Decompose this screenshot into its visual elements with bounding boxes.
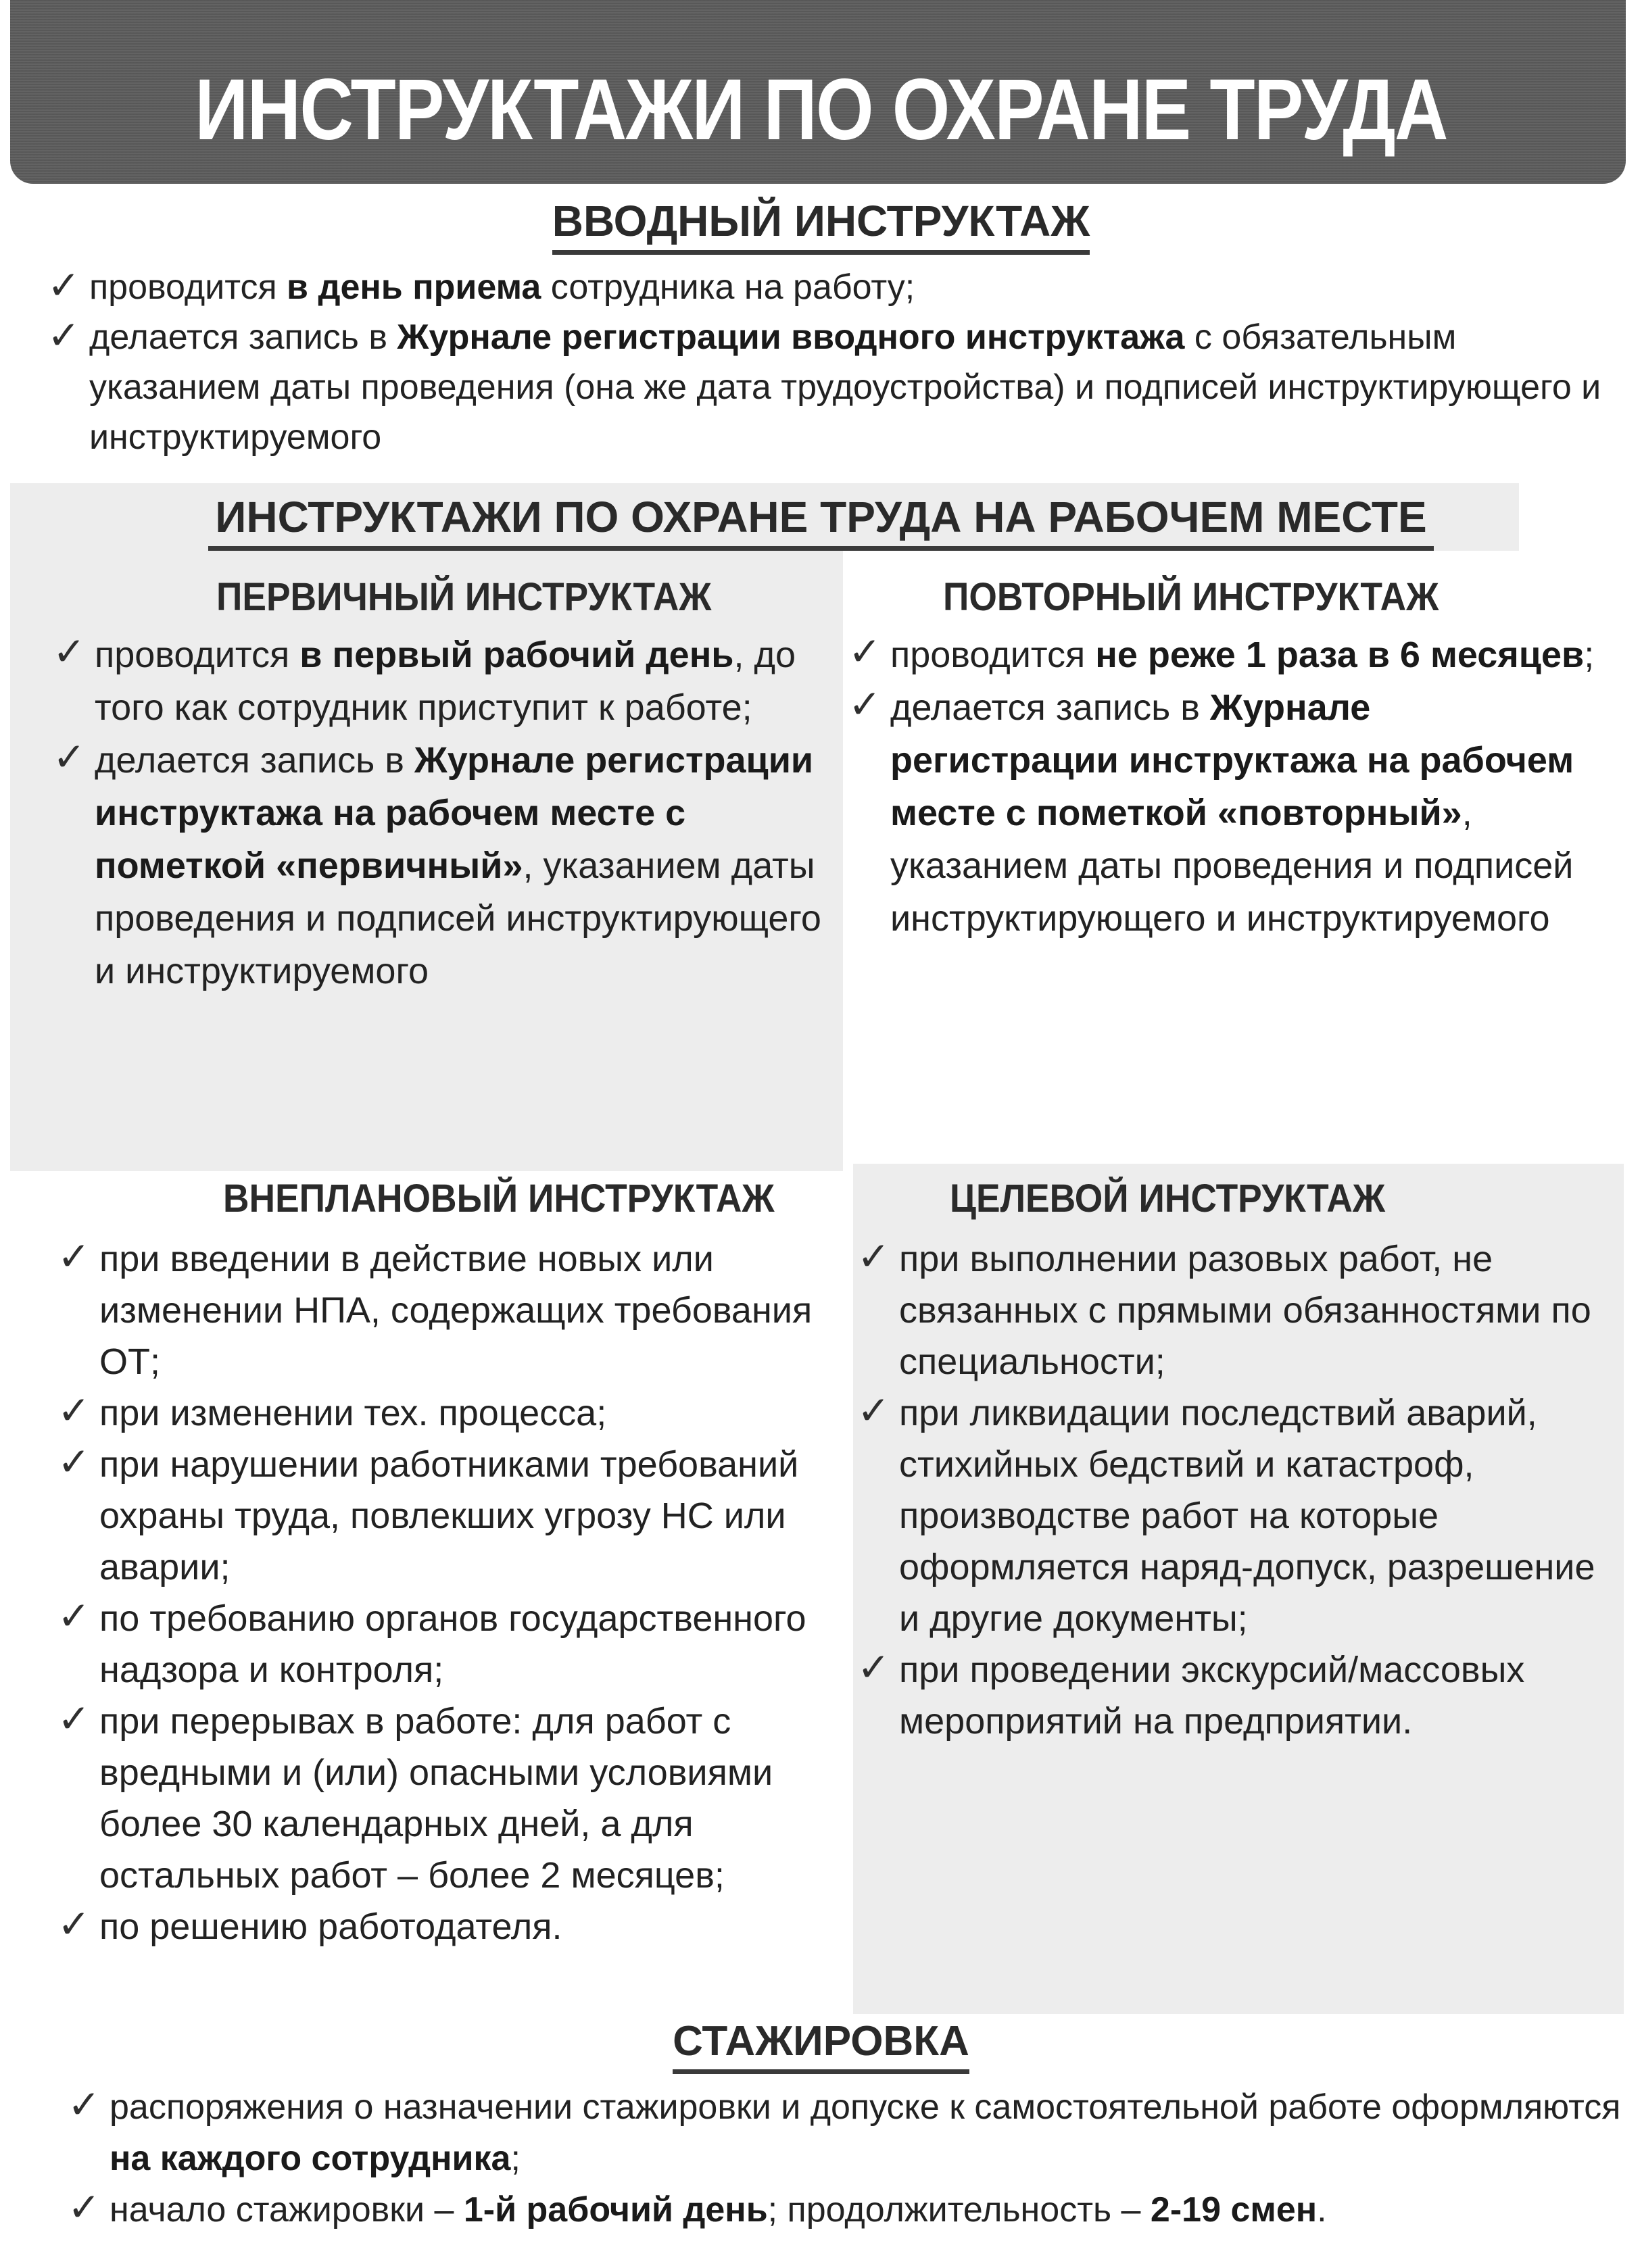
page-title: ИНСТРУКТАЖИ ПО ОХРАНЕ ТРУДА (195, 61, 1447, 158)
list-item-text (99, 1233, 845, 1387)
list-item-text (890, 628, 1599, 681)
plain-text: , указанием даты проведения и подписей инструктирующего и инструктируемого (95, 845, 821, 991)
internship-title (0, 2017, 1642, 2074)
plain-text: . (1317, 2190, 1327, 2229)
check-icon: ✓ (57, 1901, 91, 1947)
emphasis-text: не реже 1 раза в 6 месяцев (1095, 635, 1585, 675)
list-item-text (899, 1233, 1618, 1387)
check-icon: ✓ (57, 1593, 91, 1639)
check-icon: ✓ (53, 734, 86, 780)
plain-text: при нарушении работниками требований охраны труда, повлекших угрозу НС или аварии; (99, 1444, 799, 1587)
emphasis-text: Журнале регистрации инструктажа на рабочем месте с пометкой «первичный» (95, 740, 814, 886)
check-icon: ✓ (857, 1233, 890, 1279)
check-icon: ✓ (848, 681, 882, 727)
check-icon: ✓ (57, 1439, 91, 1485)
workplace-title-text: ИНСТРУКТАЖИ ПО ОХРАНЕ ТРУДА НА РАБОЧЕМ МЕСТЕ (208, 492, 1433, 551)
plain-text: с обязательным указанием даты проведения (она же дата трудоустройства) и подписей инструктирующего и инструктируемого (89, 318, 1601, 457)
intro-title-text: ВВОДНЫЙ ИНСТРУКТАЖ (552, 196, 1090, 255)
internship-title-text: СТАЖИРОВКА (673, 2017, 969, 2074)
intro-list (47, 262, 1602, 462)
plain-text: делается запись в (95, 740, 414, 781)
check-icon: ✓ (848, 628, 882, 674)
check-icon: ✓ (57, 1387, 91, 1433)
list-item-text (89, 262, 1602, 312)
plain-text: по требованию органов государственного надзора и контроля; (99, 1598, 806, 1690)
emphasis-text: в первый рабочий день (299, 635, 734, 675)
list-item (857, 1387, 1618, 1644)
plain-text: ; (510, 2139, 521, 2178)
plain-text: проводится (89, 268, 287, 307)
list-item (857, 1233, 1618, 1387)
plain-text: при изменении тех. процесса; (99, 1393, 607, 1433)
plain-text: делается запись в (890, 687, 1210, 728)
check-icon: ✓ (47, 262, 80, 308)
primary-title: ПЕРВИЧНЫЙ ИНСТРУКТАЖ (216, 575, 712, 619)
list-item (47, 312, 1602, 462)
check-icon: ✓ (68, 2081, 101, 2127)
repeat-list (848, 628, 1599, 945)
plain-text: начало стажировки – (110, 2190, 464, 2229)
list-item-text (110, 2184, 1622, 2236)
plain-text: при перерывах в работе: для работ с вредными и (или) опасными условиями более 30 календарных дней, а для остальных работ – более 2 месяцев; (99, 1701, 773, 1896)
plain-text: делается запись в (89, 318, 397, 357)
plain-text: , до того как сотрудник приступит к работе; (95, 635, 796, 728)
targeted-title: ЦЕЛЕВОЙ ИНСТРУКТАЖ (950, 1177, 1386, 1221)
list-item-text (899, 1644, 1618, 1747)
plain-text: по решению работодателя. (99, 1906, 562, 1947)
list-item-text (110, 2081, 1622, 2184)
list-item (57, 1387, 845, 1439)
plain-text: проводится (890, 635, 1096, 675)
emphasis-text: на каждого сотрудника (110, 2139, 511, 2178)
list-item (848, 681, 1599, 945)
list-item (68, 2081, 1622, 2184)
emphasis-text: Журнале регистрации инструктажа на рабочем месте с пометкой «повторный» (890, 687, 1574, 833)
list-item-text (99, 1901, 845, 1952)
check-icon: ✓ (57, 1696, 91, 1742)
list-item (57, 1593, 845, 1696)
list-item (57, 1901, 845, 1952)
workplace-title (0, 492, 1642, 551)
intro-title (0, 196, 1642, 255)
repeat-title: ПОВТОРНЫЙ ИНСТРУКТАЖ (943, 575, 1439, 619)
targeted-list (857, 1233, 1618, 1747)
list-item-text (99, 1593, 845, 1696)
list-item-text (99, 1387, 845, 1439)
emphasis-text: 1-й рабочий день (463, 2190, 768, 2229)
emphasis-text: 2-19 смен (1150, 2190, 1318, 2229)
primary-list (53, 628, 837, 997)
plain-text: распоряжения о назначении стажировки и допуске к самостоятельной работе оформляются (110, 2088, 1621, 2127)
check-icon: ✓ (857, 1644, 890, 1690)
list-item-text (89, 312, 1602, 462)
plain-text: ; (1584, 635, 1595, 675)
list-item (57, 1439, 845, 1593)
plain-text: проводится (95, 635, 300, 675)
check-icon: ✓ (68, 2184, 101, 2230)
list-item-text (95, 628, 837, 734)
plain-text: при проведении экскурсий/массовых мероприятий на предприятии. (899, 1650, 1525, 1742)
plain-text: сотрудника на работу; (541, 268, 915, 307)
list-item-text (899, 1387, 1618, 1644)
unscheduled-title: ВНЕПЛАНОВЫЙ ИНСТРУКТАЖ (223, 1177, 775, 1221)
plain-text: ; продолжительность – (767, 2190, 1151, 2229)
list-item (53, 628, 837, 734)
list-item-text (99, 1696, 845, 1901)
list-item (57, 1233, 845, 1387)
list-item (848, 628, 1599, 681)
plain-text: при введении в действие новых или изменении НПА, содержащих требования ОТ; (99, 1239, 813, 1382)
list-item (857, 1644, 1618, 1747)
plain-text: при выполнении разовых работ, не связанных с прямыми обязанностями по специальности; (899, 1239, 1591, 1382)
check-icon: ✓ (47, 312, 80, 358)
unscheduled-list (57, 1233, 845, 1952)
list-item-text (95, 734, 837, 997)
emphasis-text: в день приема (287, 268, 541, 307)
internship-list (68, 2081, 1622, 2236)
list-item (53, 734, 837, 997)
list-item (47, 262, 1602, 312)
check-icon: ✓ (857, 1387, 890, 1433)
plain-text: при ликвидации последствий аварий, стихийных бедствий и катастроф, производстве работ на которые оформляется наряд-допуск, разрешение и другие документы; (899, 1393, 1595, 1639)
list-item (57, 1696, 845, 1901)
list-item-text (890, 681, 1599, 945)
list-item (68, 2184, 1622, 2236)
check-icon: ✓ (57, 1233, 91, 1279)
list-item-text (99, 1439, 845, 1593)
check-icon: ✓ (53, 628, 86, 674)
emphasis-text: Журнале регистрации вводного инструктажа (397, 318, 1185, 357)
plain-text: , указанием даты проведения и подписей инструктирующего и инструктируемого (890, 793, 1574, 939)
